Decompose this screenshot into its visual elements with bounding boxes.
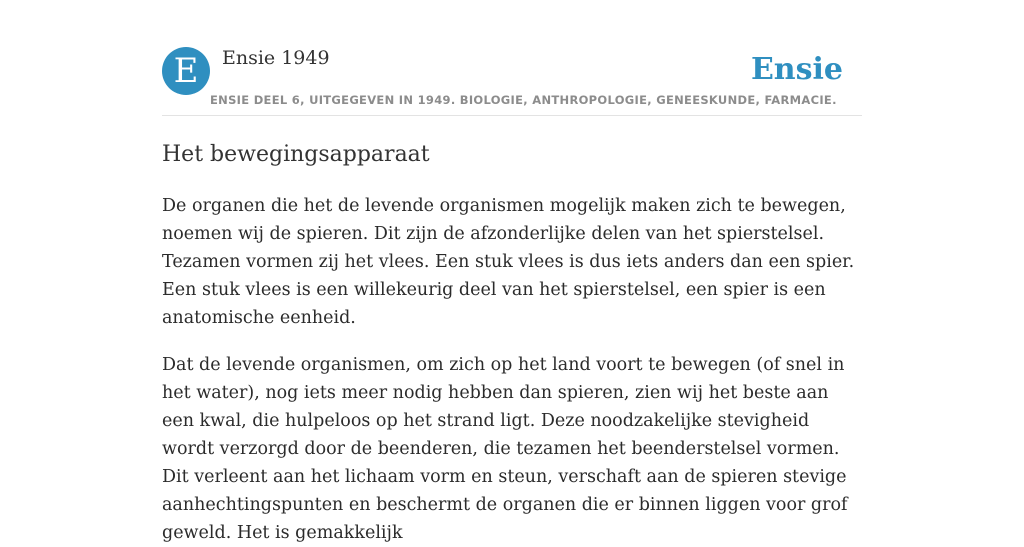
site-header — [162, 46, 862, 116]
article — [162, 138, 862, 547]
article-title: Het bewegingsapparaat — [162, 142, 430, 167]
brand-logo-link[interactable]: Ensie — [750, 52, 843, 87]
article-paragraph: Dat de levende organismen, om zich op het land voort te bewegen (of snel in het water), nog iets meer nodig hebben dan spieren, zien wij het beste aan een kwal, die hulpeloos op het strand ligt. Deze noodzakelijke stevigheid wordt verzorgd door de beenderen, die tezamen het beenderstelsel vormen. Dit verleent aan het lichaam vorm en steun, verschaft aan de spieren stevige aanhechtingspunten en beschermt de organen die er binnen liggen voor grof geweld. Het is gemakkelijk — [162, 355, 848, 543]
book-subtitle: ENSIE DEEL 6, UITGEGEVEN IN 1949. BIOLOGIE, ANTHROPOLOGIE, GENEESKUNDE, FARMACIE. — [210, 93, 837, 107]
article-paragraph: De organen die het de levende organismen mogelijk maken zich te bewegen, noemen wij de spieren. Dit zijn de afzonderlijke delen van het spierstelsel. Tezamen vormen zij het vlees. Een stuk vlees is dus iets anders dan een spier. Een stuk vlees is een willekeurig deel van het spierstelsel, een spier is een anatomische eenheid. — [162, 196, 855, 328]
book-title-link[interactable]: Ensie 1949 — [222, 47, 330, 69]
ensie-logo[interactable]: E — [162, 47, 210, 95]
